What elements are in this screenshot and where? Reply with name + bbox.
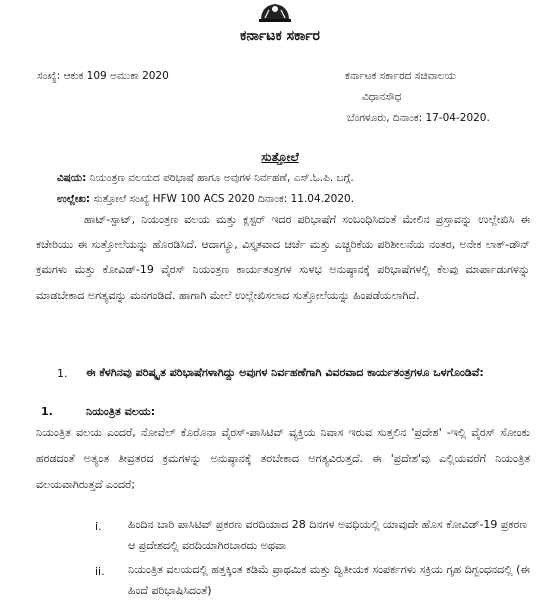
- sub-item-number: ii.: [95, 565, 105, 578]
- section-number: 1.: [41, 405, 53, 418]
- office-building: ವಿಧಾನಸೌಧ: [362, 91, 402, 103]
- subject-line: [57, 172, 354, 185]
- subject-label: ವಿಷಯ:: [57, 172, 87, 184]
- section-heading: ನಿಯಂತ್ರಿತ ವಲಯ:: [86, 405, 156, 418]
- reference-label: ಉಲ್ಲೇಖ:: [57, 193, 91, 205]
- section-paragraph: ನಿಯಂತ್ರಿತ ವಲಯ ಎಂದರೆ, ನೋವೆಲ್ ಕೊರೊನಾ ವೈರಸ್-ಪಾಸಿಟಿವ್ ವ್ಯಕ್ತಿಯ ನಿವಾಸ ಇರುವ ಸುತ್ತಲಿನ 'ಪ್ರದೇಶ' -ಇಲ್ಲಿ ವೈರಸ್ ಸೋಂಕು ಹರಡದಂತೆ ಅತ್ಯಂತ ತೀವ್ರತರದ ಕ್ರಮಗಳನ್ನು ಅನುಷ್ಠಾನಕ್ಕೆ ತರಬೇಕಾದ ಅಗತ್ಯವಿರುತ್ತದೆ. ಈ 'ಪ್ರದೇಶ'ವು ಎಲ್ಲಿಯವರೆಗೆ ನಿಯಂತ್ರಿತ ವಲಯವಾಗಿರುತ್ತದೆ ಎಂದರೆ;: [36, 426, 530, 491]
- government-name: ಕರ್ನಾಟಕ ಸರ್ಕಾರ: [240, 28, 320, 44]
- place-and-date: ಬೆಂಗಳೂರು, ದಿನಾಂಕ: 17-04-2020.: [347, 112, 490, 124]
- office-name: ಕರ್ನಾಟಕ ಸರ್ಕಾರದ ಸಚಿವಾಲಯ: [345, 70, 456, 82]
- point-number: 1.: [57, 367, 68, 380]
- state-emblem-icon: [255, 0, 295, 22]
- sub-item-text: ಹಿಂದಿನ ಬಾರಿ ಪಾಸಿಟಿವ್ ಪ್ರಕರಣ ವರದಿಯಾದ 28 ದಿನಗಳ ಅವಧಿಯಲ್ಲಿ ಯಾವುದೇ ಹೊಸ ಕೋವಿಡ್-19 ಪ್ರಕರಣ ಆ ಪ್ರದೇಶದಲ್ಲಿ ವರದಿಯಾಗಿರಬಾರದು ಅಥವಾ: [128, 518, 527, 552]
- sub-item-number: i.: [95, 520, 102, 533]
- sub-item-text: ನಿಯಂತ್ರಿತ ವಲಯದಲ್ಲಿ ಹತ್ತಕ್ಕಿಂತ ಕಡಿಮೆ ಪ್ರಾಥಮಿಕ ಮತ್ತು ದ್ವಿತೀಯಕ ಸಂಪರ್ಕಗಳು ಸಕ್ರಿಯ ಗೃಹ ದಿಗ್ಬಂಧನದಲ್ಲಿ (ಈ ಹಿಂದೆ ಪರಿಭಾಷಿಸಿದಂತೆ): [128, 563, 530, 597]
- reference-line: [57, 193, 354, 206]
- reference-text: ಸುತ್ತೋಲೆ ಸಂಖ್ಯೆ HFW 100 ACS 2020 ದಿನಾಂಕ: 11.04.2020.: [90, 193, 355, 205]
- reference-number: ಸಂಖ್ಯೆ: ಆಕುಕ 109 ಅಮುಕಾ 2020: [37, 70, 169, 82]
- intro-paragraph: ಹಾಟ್-ಸ್ಪಾಟ್, ನಿಯಂತ್ರಣ ವಲಯ ಮತ್ತು ಕ್ಲಸ್ಟರ್ ಇದರ ಪರಿಭಾಷೆಗೆ ಸಂಬಂಧಿಸಿದಂತೆ ಮೇಲಿನ ಪ್ರಸ್ತಾವನ್ನು ಉಲ್ಲೇಖಿಸಿ ಈ ಕಚೇರಿಯು ಈ ಸುತ್ತೋಲೆಯನ್ನು ಹೊರಡಿಸಿದೆ. ಆದಾಗ್ಯೂ, ವಿಸ್ತೃತವಾದ ಚರ್ಚೆ ಮತ್ತು ಎಚ್ಚರಿಕೆಯ ಪರಿಶೀಲನೆಯ ನಂತರ, ಅನೇಕ ಲಾಕ್-ಡೌನ್ ಕ್ರಮಗಳು ಮತ್ತು ಕೋವಿಡ್-19 ವೈರಸ್ ನಿಯಂತ್ರಣ ಕಾರ್ಯತಂತ್ರಗಳ ಸುಳಭ ಅನುಷ್ಠಾನಕ್ಕೆ ಪರಿಭಾಷೆಗಳಲ್ಲಿ ಕೆಲವು ಮಾರ್ಪಾಡುಗಳನ್ನು ಮಾಡಬೇಕಾದ ಅಗತ್ಯವನ್ನು ಮನಗಂಡಿದೆ. ಹಾಗಾಗಿ ಮೇಲೆ ಉಲ್ಲೇಖಿಸಲಾದ ಸುತ್ತೋಲೆಯನ್ನು ಹಿಂಪಡೆಯಲಾಗಿದೆ.: [36, 213, 530, 302]
- document-title: ಸುತ್ತೋಲೆ: [261, 150, 299, 164]
- point-text: ಈ ಕೆಳಗಿನವು ಪರಿಷ್ಕೃತ ಪರಿಭಾಷೆಗಳಾಗಿದ್ದು ಅವುಗಳ ನಿರ್ವಹಣೆಗಾಗಿ ವಿವರವಾದ ಕಾರ್ಯತಂತ್ರಗಳೂ ಒಳಗೊಂಡಿವೆ:: [86, 366, 484, 379]
- subject-text: ನಿಯಂತ್ರಣ ವಲಯದ ಪರಿಭಾಷೆ ಹಾಗೂ ಅವುಗಳ ನಿರ್ವಹಣೆ, ಎಸ್.ಓ.ಪಿ. ಬಗ್ಗೆ.: [86, 172, 354, 184]
